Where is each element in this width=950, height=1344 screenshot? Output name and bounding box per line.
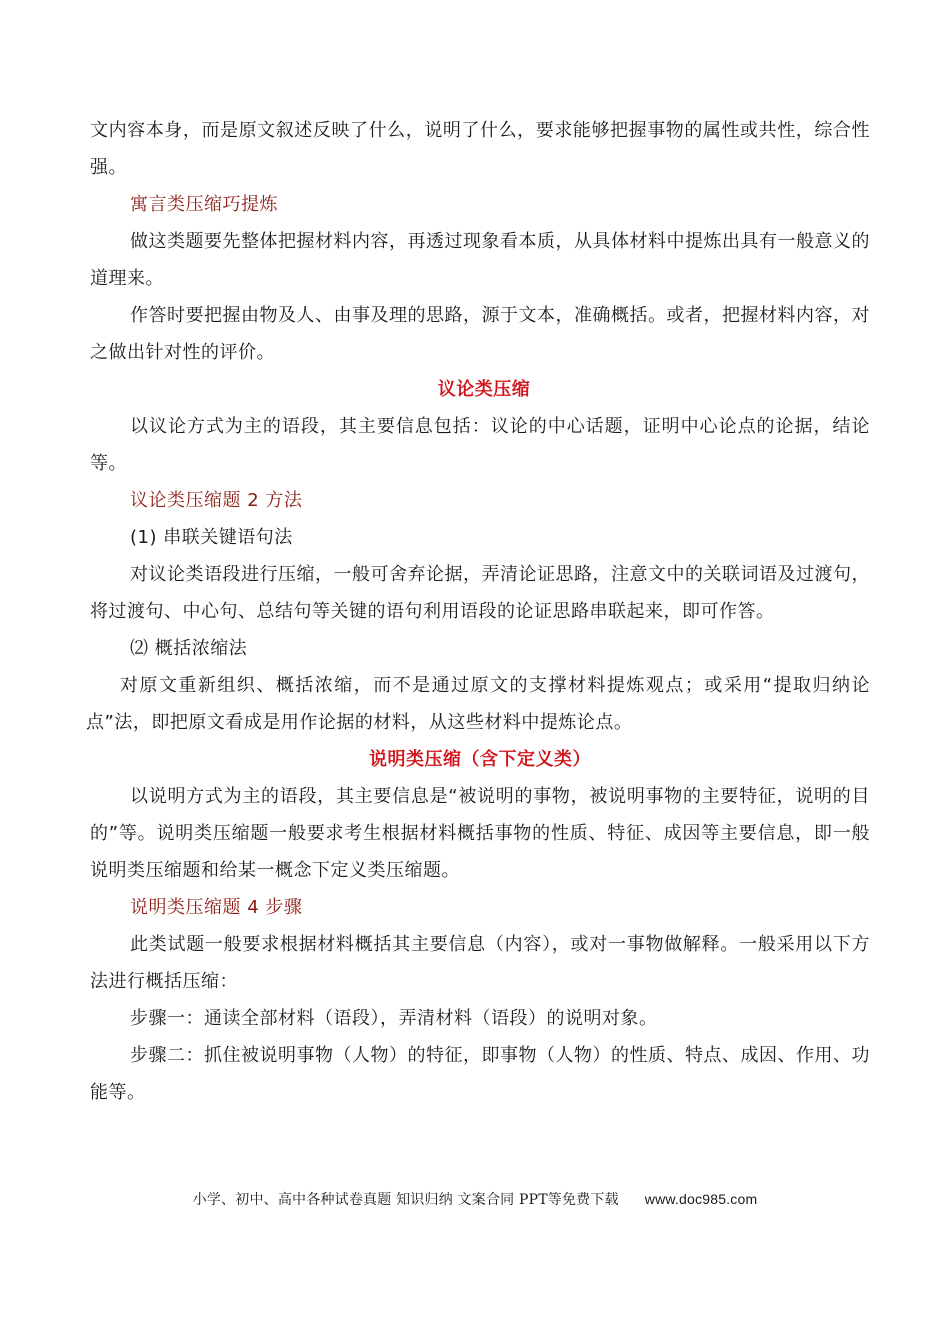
paragraph-steps-intro: 此类试题一般要求根据材料概括其主要信息（内容），或对一事物做解释。一般采用以下方法进行概括压缩： bbox=[90, 934, 870, 992]
paragraph-fable-2: 作答时要把握由物及人、由事及理的思路，源于文本，准确概括。或者，把握材料内容，对之做出针对性的评价。 bbox=[90, 305, 870, 363]
paragraph-step-2: 步骤二：抓住被说明事物（人物）的特征，即事物（人物）的性质、特点、成因、作用、功能等。 bbox=[90, 1045, 870, 1103]
paragraph-method-1: 对议论类语段进行压缩，一般可舍弃论据，弄清论证思路，注意文中的关联词语及过渡句，将过渡句、中心句、总结句等关键的语句利用语段的论证思路串联起来，即可作答。 bbox=[90, 564, 870, 622]
subheading-argument-methods: 议论类压缩题 2 方法 bbox=[130, 490, 303, 511]
footer-text: 小学、初中、高中各种试卷真题 知识归纳 文案合同 PPT等免费下载 bbox=[192, 1192, 619, 1208]
paragraph-explanation-intro: 以说明方式为主的语段，其主要信息是“被说明的事物，被说明事物的主要特征，说明的目的”等。说明类压缩题一般要求考生根据材料概括事物的性质、特征、成因等主要信息，即一般说明类压缩题和给某一概念下定义类压缩题。 bbox=[90, 786, 870, 881]
method-item-1: (1) 串联关键语句法 bbox=[130, 527, 293, 548]
method-item-2: ⑵ 概括浓缩法 bbox=[130, 638, 248, 659]
paragraph-method-2: 对原文重新组织、概括浓缩，而不是通过原文的支撑材料提炼观点；或采用“提取归纳论点”法，即把原文看成是用作论据的材料，从这些材料中提炼论点。 bbox=[86, 675, 870, 733]
paragraph-fable-1: 做这类题要先整体把握材料内容，再透过现象看本质，从具体材料中提炼出具有一般意义的道理来。 bbox=[90, 231, 870, 289]
subheading-fable: 寓言类压缩巧提炼 bbox=[130, 194, 278, 215]
paragraph-step-1: 步骤一：通读全部材料（语段），弄清材料（语段）的说明对象。 bbox=[130, 1008, 658, 1029]
section-heading-argument: 议论类压缩 bbox=[437, 379, 531, 400]
footer-url[interactable]: www.doc985.com bbox=[644, 1191, 758, 1207]
section-heading-explanation: 说明类压缩（含下定义类） bbox=[369, 749, 591, 770]
paragraph-continuation: 文内容本身，而是原文叙述反映了什么，说明了什么，要求能够把握事物的属性或共性，综合性强。 bbox=[90, 120, 870, 178]
paragraph-argument-intro: 以议论方式为主的语段，其主要信息包括：议论的中心话题，证明中心论点的论据，结论等。 bbox=[90, 416, 870, 474]
subheading-explanation-steps: 说明类压缩题 4 步骤 bbox=[130, 897, 303, 918]
document-body bbox=[86, 112, 870, 1111]
page-footer bbox=[0, 1189, 950, 1209]
